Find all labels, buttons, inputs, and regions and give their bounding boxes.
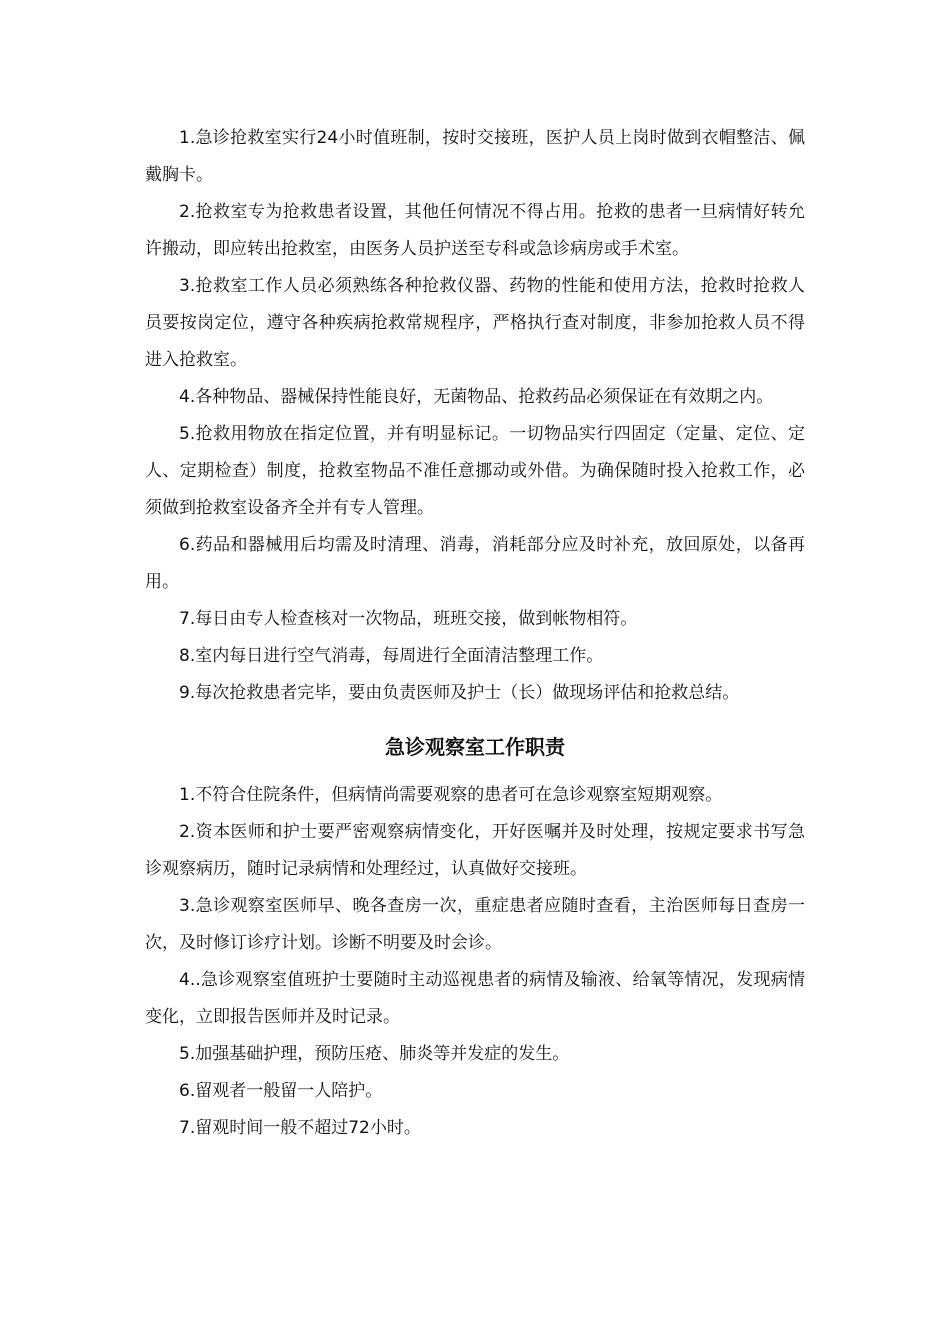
rescue-room-item-2: 2.抢救室专为抢救患者设置，其他任何情况不得占用。抢救的患者一旦病情好转允许搬动，即应转出抢救室，由医务人员护送至专科或急诊病房或手术室。 [145, 202, 805, 259]
observation-room-item-2: 2.资本医师和护士要严密观察病情变化，开好医嘱并及时处理，按规定要求书写急诊观察病历，随时记录病情和处理经过，认真做好交接班。 [145, 822, 805, 879]
observation-room-section [145, 777, 805, 1147]
observation-room-item-5: 5.加强基础护理，预防压疮、肺炎等并发症的发生。 [179, 1044, 570, 1064]
rescue-room-item-1: 1.急诊抢救室实行24小时值班制，按时交接班，医护人员上岗时做到衣帽整洁、佩戴胸卡。 [145, 128, 805, 185]
rescue-room-item-9: 9.每次抢救患者完毕，要由负责医师及护士（长）做现场评估和抢救总结。 [179, 683, 740, 703]
rescue-room-item-8: 8.室内每日进行空气消毒，每周进行全面清洁整理工作。 [179, 646, 604, 666]
observation-room-item-6: 6.留观者一般留一人陪护。 [179, 1081, 383, 1101]
document-body [145, 120, 805, 1147]
observation-room-title: 急诊观察室工作职责 [385, 735, 565, 759]
rescue-room-section [145, 120, 805, 712]
rescue-room-item-7: 7.每日由专人检查核对一次物品，班班交接，做到帐物相符。 [179, 609, 638, 629]
rescue-room-item-3: 3.抢救室工作人员必须熟练各种抢救仪器、药物的性能和使用方法，抢救时抢救人员要按岗定位，遵守各种疾病抢救常规程序，严格执行查对制度，非参加抢救人员不得进入抢救室。 [145, 276, 805, 370]
observation-room-item-4: 4..急诊观察室值班护士要随时主动巡视患者的病情及输液、给氧等情况，发现病情变化，立即报告医师并及时记录。 [145, 970, 805, 1027]
rescue-room-item-4: 4.各种物品、器械保持性能良好，无菌物品、抢救药品必须保证在有效期之内。 [179, 387, 774, 407]
rescue-room-item-5: 5.抢救用物放在指定位置，并有明显标记。一切物品实行四固定（定量、定位、定人、定期检查）制度，抢救室物品不准任意挪动或外借。为确保随时投入抢救工作，必须做到抢救室设备齐全并有专人管理。 [145, 424, 805, 518]
rescue-room-item-6: 6.药品和器械用后均需及时清理、消毒，消耗部分应及时补充，放回原处，以备再用。 [145, 535, 805, 592]
observation-room-item-7: 7.留观时间一般不超过72小时。 [179, 1118, 421, 1138]
observation-room-item-3: 3.急诊观察室医师早、晚各查房一次，重症患者应随时查看，主治医师每日查房一次，及时修订诊疗计划。诊断不明要及时会诊。 [145, 896, 805, 953]
observation-room-item-1: 1.不符合住院条件，但病情尚需要观察的患者可在急诊观察室短期观察。 [179, 785, 723, 805]
